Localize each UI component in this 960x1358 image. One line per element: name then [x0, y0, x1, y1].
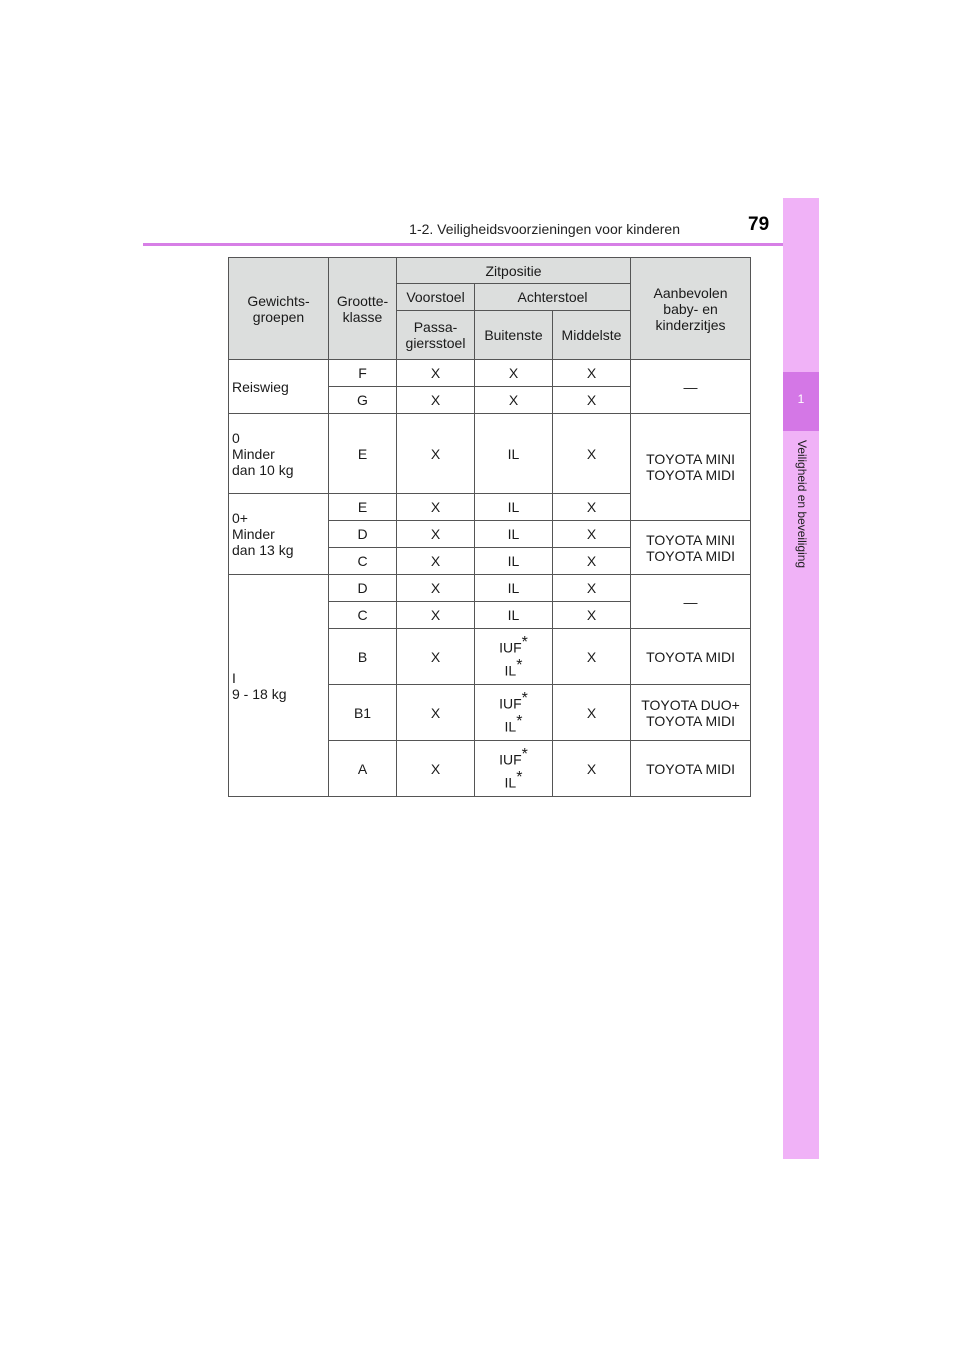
size-cell: D — [329, 521, 397, 548]
outer-value-iuf: IUF — [499, 695, 522, 712]
outer-cell — [475, 741, 553, 797]
side-tab — [783, 198, 819, 1159]
outer-cell: X — [475, 360, 553, 387]
outer-cell: IL — [475, 521, 553, 548]
size-cell: C — [329, 548, 397, 575]
group-0: 0 Minder dan 10 kg — [229, 414, 329, 494]
outer-value-il: IL — [504, 718, 517, 735]
recommendation-cell: TOYOTA MIDI — [631, 629, 751, 685]
front-cell: X — [397, 494, 475, 521]
header-recommended: Aanbevolen baby- en kinderzitjes — [631, 258, 751, 360]
front-cell: X — [397, 685, 475, 741]
outer-value-il: IL — [504, 774, 517, 791]
header-title: 1-2. Veiligheidsvoorzieningen voor kinderen — [409, 221, 680, 237]
middle-cell: X — [553, 602, 631, 629]
header-weight-group: Gewichts- groepen — [229, 258, 329, 360]
front-cell: X — [397, 548, 475, 575]
header-middle: Middelste — [553, 311, 631, 360]
outer-value-iuf: IUF — [499, 639, 522, 656]
front-cell: X — [397, 414, 475, 494]
footnote-mark: * — [516, 768, 523, 786]
header-seat-position: Zitpositie — [397, 258, 631, 284]
outer-cell: IL — [475, 575, 553, 602]
front-cell: X — [397, 741, 475, 797]
size-cell: D — [329, 575, 397, 602]
front-cell: X — [397, 629, 475, 685]
middle-cell: X — [553, 741, 631, 797]
front-cell: X — [397, 360, 475, 387]
outer-cell: IL — [475, 494, 553, 521]
group-0-plus: 0+ Minder dan 13 kg — [229, 494, 329, 575]
outer-cell: IL — [475, 548, 553, 575]
footnote-mark: * — [521, 633, 528, 651]
header-rear-seat: Achterstoel — [475, 284, 631, 311]
page-number: 79 — [748, 214, 770, 235]
size-cell: E — [329, 414, 397, 494]
header-passenger-seat: Passa- giersstoel — [397, 311, 475, 360]
front-cell: X — [397, 575, 475, 602]
middle-cell: X — [553, 360, 631, 387]
size-cell: G — [329, 387, 397, 414]
middle-cell: X — [553, 494, 631, 521]
size-cell: C — [329, 602, 397, 629]
outer-cell: IL — [475, 602, 553, 629]
footnote-mark: * — [516, 656, 523, 674]
size-cell: E — [329, 494, 397, 521]
middle-cell: X — [553, 575, 631, 602]
group-1: I 9 - 18 kg — [229, 575, 329, 797]
front-cell: X — [397, 602, 475, 629]
child-seat-table — [228, 257, 751, 797]
header-rule — [143, 243, 819, 246]
outer-value-iuf: IUF — [499, 751, 522, 768]
footnote-mark: * — [521, 689, 528, 707]
size-cell: B — [329, 629, 397, 685]
header-outer: Buitenste — [475, 311, 553, 360]
recommendation-cell: TOYOTA MINI TOYOTA MIDI — [631, 414, 751, 521]
outer-value-il: IL — [504, 662, 517, 679]
recommendation-cell: — — [631, 575, 751, 629]
outer-cell: IL — [475, 414, 553, 494]
chapter-number: 1 — [797, 392, 805, 406]
middle-cell: X — [553, 414, 631, 494]
middle-cell: X — [553, 685, 631, 741]
chapter-title: Veiligheid en beveiliging — [795, 440, 809, 569]
outer-cell — [475, 629, 553, 685]
recommendation-cell: TOYOTA MIDI — [631, 741, 751, 797]
footnote-mark: * — [516, 712, 523, 730]
middle-cell: X — [553, 548, 631, 575]
middle-cell: X — [553, 521, 631, 548]
outer-cell: X — [475, 387, 553, 414]
size-cell: A — [329, 741, 397, 797]
footnote-mark: * — [521, 745, 528, 763]
size-cell: F — [329, 360, 397, 387]
recommendation-cell: TOYOTA MINI TOYOTA MIDI — [631, 521, 751, 575]
middle-cell: X — [553, 387, 631, 414]
middle-cell: X — [553, 629, 631, 685]
outer-cell — [475, 685, 553, 741]
recommendation-cell: — — [631, 360, 751, 414]
front-cell: X — [397, 387, 475, 414]
header-front-seat: Voorstoel — [397, 284, 475, 311]
front-cell: X — [397, 521, 475, 548]
recommendation-cell: TOYOTA DUO+ TOYOTA MIDI — [631, 685, 751, 741]
group-reiswieg: Reiswieg — [229, 360, 329, 414]
header-size-class: Grootte- klasse — [329, 258, 397, 360]
size-cell: B1 — [329, 685, 397, 741]
